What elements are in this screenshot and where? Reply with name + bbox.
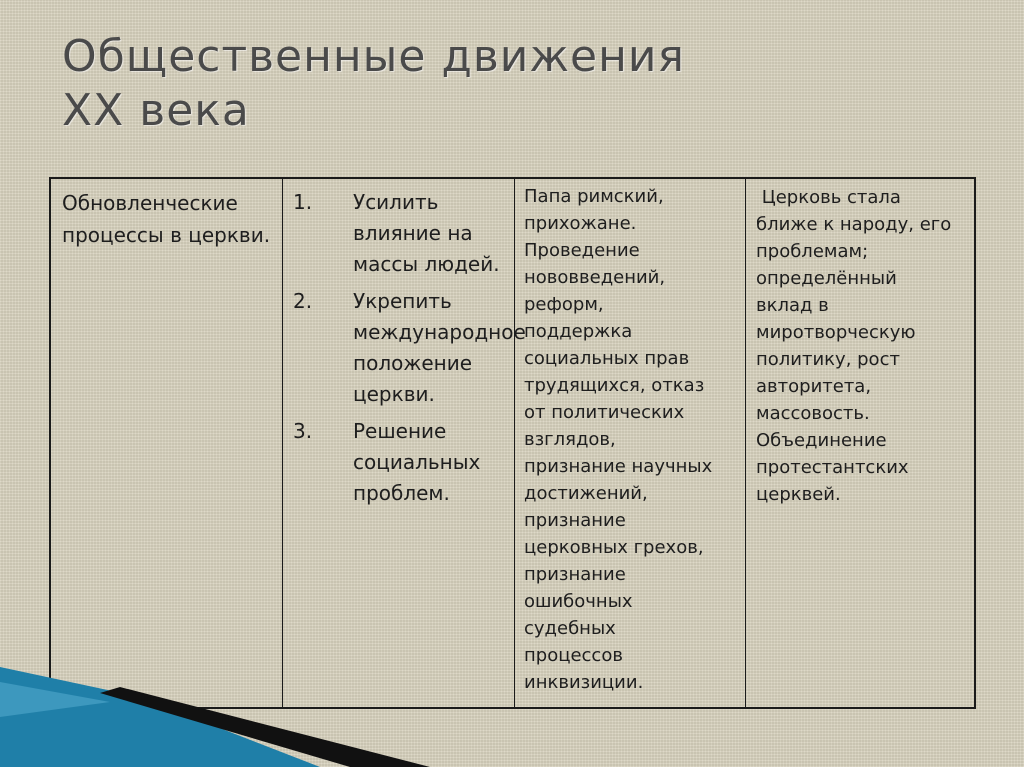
decor-blue-wedge [0,667,320,767]
cell-line: проблемам; [756,241,869,262]
goal-number: 3. [293,419,313,443]
cell-line: реформ, [524,294,604,315]
cell-line: трудящихся, отказ [524,375,705,396]
cell-line: Папа римский, [524,186,664,207]
cell-line: ближе к народу, его [756,214,952,235]
slide-title [62,30,982,138]
goal-text: Решение социальных проблем. [353,419,481,505]
table-cell-participants [514,179,745,707]
title-line-2: XX века [62,85,250,136]
cell-line: ошибочных [524,591,633,612]
cell-line: вклад в [756,295,829,316]
cell-line: от политических [524,402,685,423]
cell-line: нововведений, [524,267,666,288]
cell-line: массовость. [756,403,870,424]
goal-text: Укрепить международное положение церкви. [353,289,526,406]
goal-item [293,286,526,410]
cell-line: церквей. [756,484,841,505]
cell-line: Проведение [524,240,640,261]
movement-text: Обновленческие процессы в церкви. [62,191,271,247]
cell-line: процессов [524,645,623,666]
cell-line: Объединение [756,430,887,451]
cell-line: признание [524,510,626,531]
cell-line: авторитета, [756,376,872,397]
goal-item [293,187,508,280]
table-cell-results [745,179,974,707]
goal-number: 2. [293,289,313,313]
cell-line: социальных прав [524,348,690,369]
cell-line: Церковь стала [756,187,901,208]
title-line-1: Общественные движения [62,31,685,82]
corner-decoration [0,627,430,767]
goals-list [293,187,526,509]
cell-line: признание научных [524,456,713,477]
cell-line: протестантских [756,457,909,478]
cell-line: определённый [756,268,897,289]
cell-line: политику, рост [756,349,900,370]
cell-line: прихожане. [524,213,637,234]
goal-text: Усилить влияние на массы людей. [353,190,500,276]
cell-line: инквизиции. [524,672,644,693]
cell-line: достижений, [524,483,648,504]
cell-line: поддержка [524,321,633,342]
cell-line: миротворческую [756,322,916,343]
cell-line: признание [524,564,626,585]
goal-number: 1. [293,190,313,214]
goal-item [293,416,508,509]
cell-line: церковных грехов, [524,537,704,558]
cell-line: взглядов, [524,429,616,450]
cell-line: судебных [524,618,616,639]
